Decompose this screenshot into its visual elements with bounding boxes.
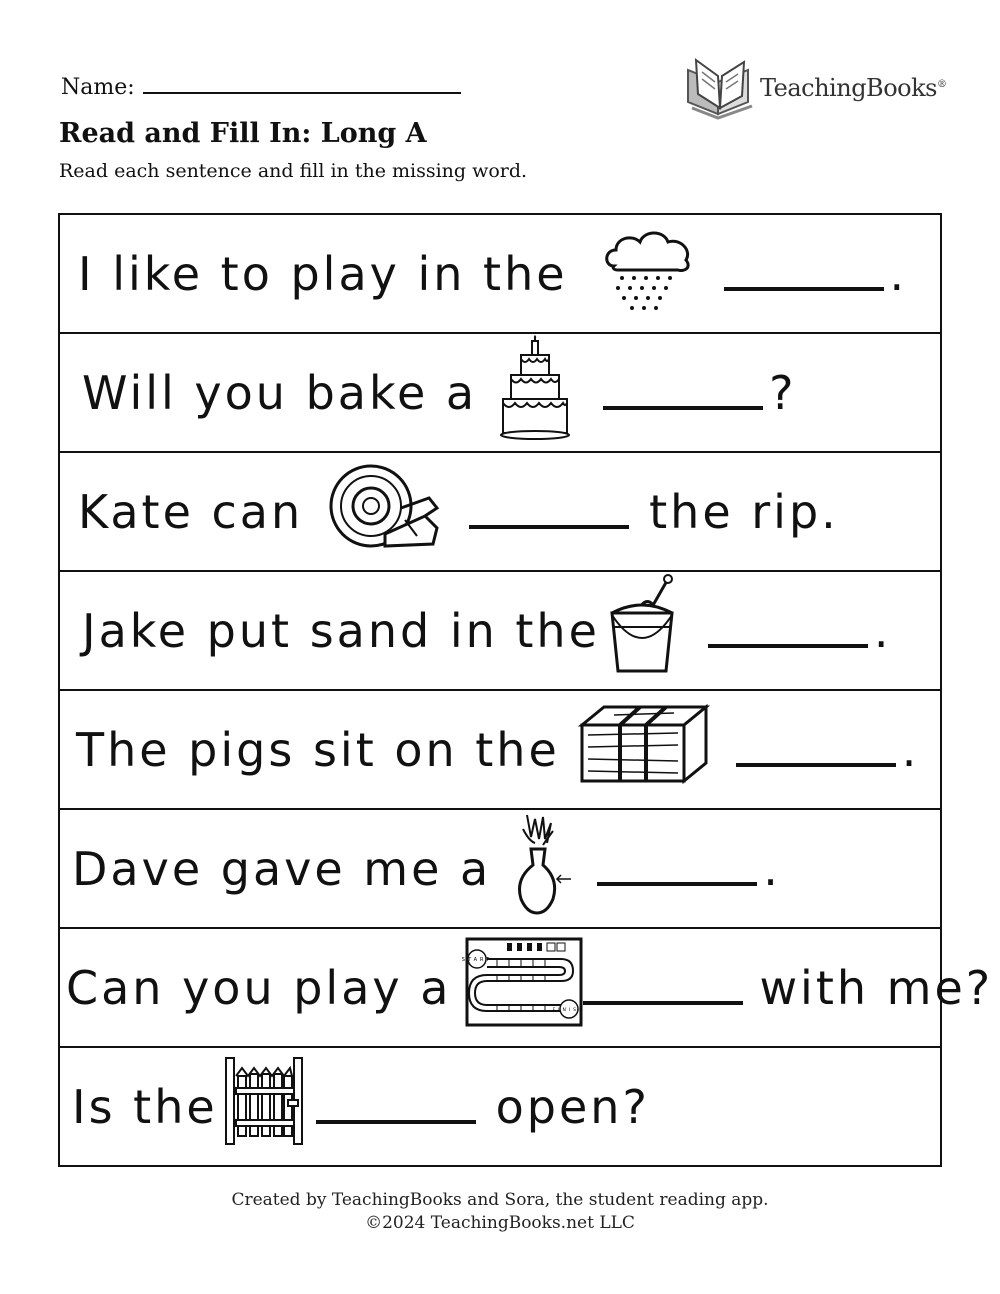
sentence-row [60,1048,940,1165]
answer-blank[interactable] [708,614,868,648]
sentence-text: . [763,841,781,896]
sentence-text: the rip. [649,484,839,539]
sentence-text: Dave gave me a [72,841,492,896]
sentence-text: . [889,246,908,301]
sentence-text: Is the [72,1079,218,1134]
worksheet-instructions: Read each sentence and fill in the missing word. [59,160,528,182]
open-book-icon [682,52,762,122]
board-game-icon [462,937,586,1038]
sentence-text: open? [495,1079,650,1134]
name-blank-line[interactable] [143,70,461,94]
sentence-text: Jake put sand in the [82,603,600,658]
sentence-text: . [901,722,920,777]
answer-blank[interactable] [597,852,757,886]
hay-bale-icon [574,701,714,798]
teachingbooks-logo [682,52,952,122]
answer-blank[interactable] [603,376,763,410]
registered-mark: ® [936,79,947,90]
sentence-row [60,572,940,691]
tape-dispenser-icon [325,458,445,565]
name-label: Name: [61,75,135,100]
footer-copyright: ©2024 TeachingBooks.net LLC [365,1213,635,1233]
sentence-text: . [873,603,892,658]
sentence-row [60,215,940,334]
vase-icon [509,809,573,928]
rain-cloud-icon [600,222,696,325]
board-start-label: START [462,957,493,963]
answer-blank[interactable] [316,1090,476,1124]
sentence-row [60,453,940,572]
footer-credit: Created by TeachingBooks and Sora, the student reading app. [231,1190,769,1210]
logo-text: TeachingBooks [760,74,937,102]
sentence-row [60,691,940,810]
answer-blank[interactable] [724,257,884,291]
answer-blank[interactable] [736,733,896,767]
sentence-table [58,213,994,1167]
answer-blank[interactable] [583,971,743,1005]
sentence-text: The pigs sit on the [76,722,560,777]
sentence-row [60,334,940,453]
board-finish-label: FINISH [553,1008,586,1013]
sentence-text: ? [769,365,797,420]
sentence-text: Kate can [78,484,304,539]
sentence-row [60,929,994,1048]
gate-icon [224,1054,304,1159]
worksheet-title: Read and Fill In: Long A [59,118,427,149]
sentence-row [60,810,940,929]
cake-icon [499,333,571,452]
pail-icon [606,573,678,688]
sentence-text: I like to play in the [78,246,568,301]
answer-blank[interactable] [469,495,629,529]
name-row [61,70,461,100]
sentence-text: Will you bake a [82,365,478,420]
sentence-text: with me? [759,960,994,1015]
sentence-text: Can you play a [66,960,452,1015]
